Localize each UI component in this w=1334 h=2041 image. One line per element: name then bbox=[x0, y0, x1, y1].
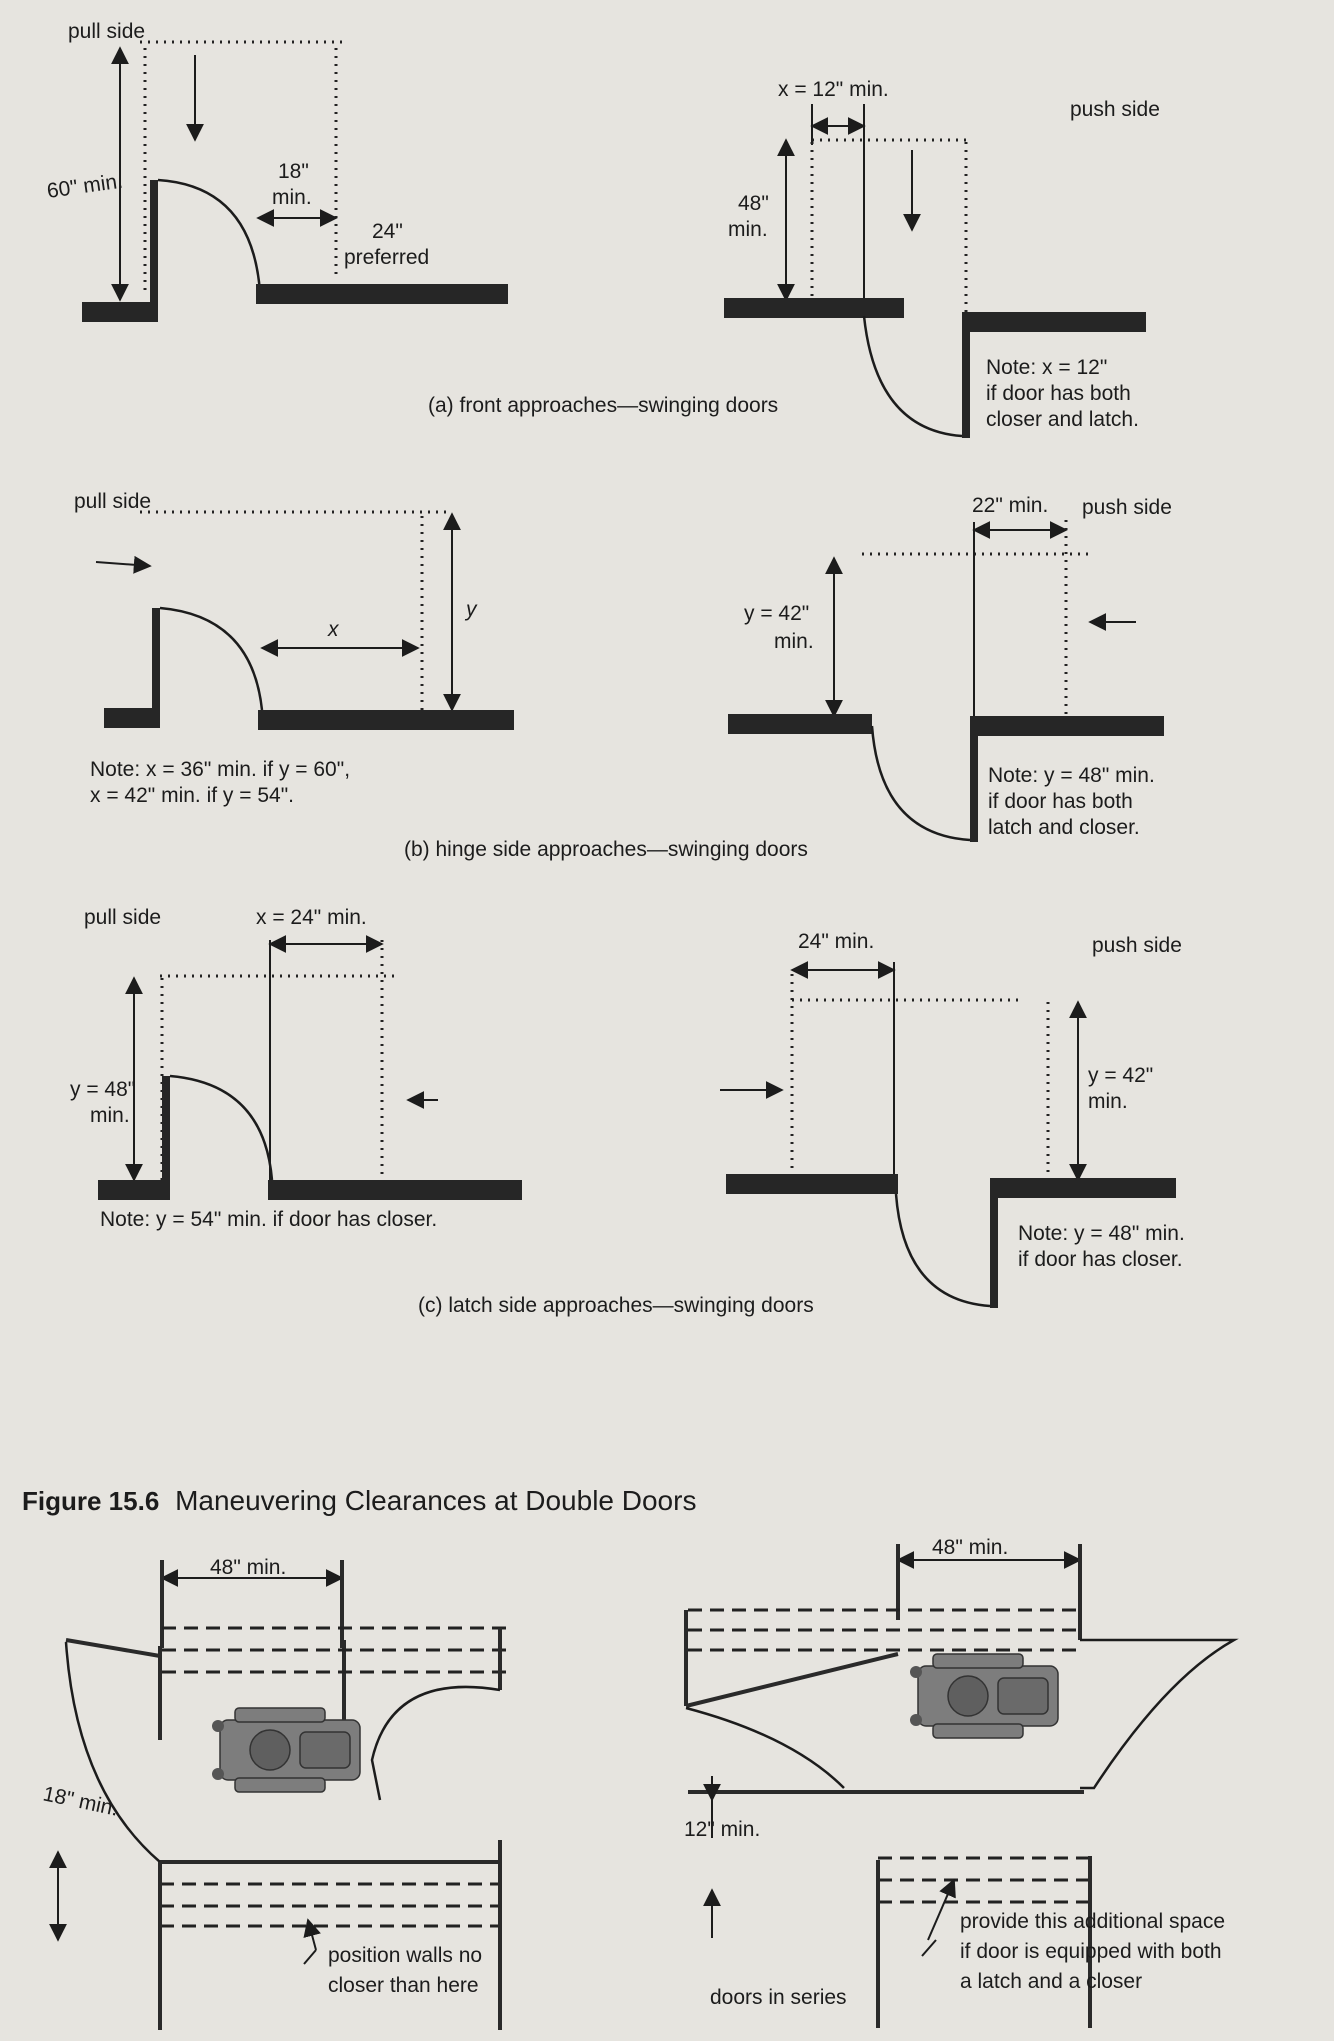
caption-latch: (c) latch side approaches—swinging doors bbox=[418, 1294, 814, 1317]
double-doors-right bbox=[684, 1536, 1234, 2028]
fortyeight-min-label: min. bbox=[728, 218, 768, 241]
caption-front: (a) front approaches—swinging doors bbox=[428, 394, 779, 417]
right-note-line-3: a latch and a closer bbox=[960, 1970, 1143, 1993]
twentyfour-label: 24" min. bbox=[798, 930, 875, 953]
right-caption: doors in series bbox=[710, 1986, 847, 2009]
left-note-line-2: closer than here bbox=[328, 1974, 479, 1997]
x12-label: x = 12" min. bbox=[778, 78, 889, 101]
door-leaf bbox=[152, 608, 160, 728]
figure-number: Figure 15.6 bbox=[22, 1486, 160, 1516]
push-side-label: push side bbox=[1070, 98, 1160, 121]
front-approach-push-side bbox=[724, 78, 1160, 438]
y42-label: y = 42" bbox=[744, 602, 810, 625]
door-leaf bbox=[162, 1076, 170, 1200]
right-12-label: 12" min. bbox=[684, 1818, 761, 1841]
door-leaf bbox=[150, 180, 158, 322]
door-swing-left bbox=[66, 1642, 160, 1862]
double-doors-left bbox=[41, 1556, 508, 2030]
preferred-label: preferred bbox=[344, 246, 430, 269]
twentyfour-label: 24" bbox=[372, 220, 403, 243]
door-swing-arc bbox=[864, 316, 962, 436]
door-swing-arc bbox=[158, 180, 260, 292]
y42-label: y = 42" bbox=[1088, 1064, 1154, 1087]
push-side-label: push side bbox=[1092, 934, 1182, 957]
pull-side-label: pull side bbox=[68, 20, 146, 43]
door-leaf bbox=[970, 716, 978, 842]
front-approach-pull-side bbox=[45, 20, 508, 322]
wall-left bbox=[104, 708, 160, 728]
fortyeight-label: 48" bbox=[738, 192, 769, 215]
y-label: y bbox=[466, 598, 477, 621]
eighteen-label: 18" bbox=[278, 160, 309, 183]
note-line-1: Note: y = 54" min. if door has closer. bbox=[100, 1208, 438, 1231]
door-swing-arc bbox=[160, 608, 262, 710]
eighteen-min-label: min. bbox=[272, 186, 312, 209]
left-48-label: 48" min. bbox=[210, 1556, 287, 1579]
y48-min-label: min. bbox=[90, 1104, 130, 1127]
x24-label: x = 24" min. bbox=[256, 906, 367, 929]
wall-left bbox=[98, 1180, 170, 1200]
hinge-approach-push-side bbox=[728, 494, 1172, 842]
door-leaf bbox=[962, 312, 970, 438]
wall-right bbox=[268, 1180, 522, 1200]
note-line-2: if door has both bbox=[988, 790, 1133, 813]
door-swing-left bbox=[686, 1708, 844, 1788]
wheelchair-icon bbox=[212, 1708, 360, 1792]
note-line-1: Note: y = 48" min. bbox=[1018, 1222, 1185, 1245]
door-swing-arc bbox=[896, 1194, 990, 1306]
y48-label: y = 48" bbox=[70, 1078, 136, 1101]
wall-right bbox=[256, 284, 508, 304]
figure-title bbox=[22, 1485, 696, 1516]
y42-min-label: min. bbox=[774, 630, 814, 653]
sixty-min-label: 60" min. bbox=[45, 169, 125, 203]
figure-heading: Maneuvering Clearances at Double Doors bbox=[175, 1485, 697, 1516]
left-18-label: 18" min. bbox=[40, 1782, 121, 1821]
right-note-line-2: if door is equipped with both bbox=[960, 1940, 1222, 1963]
x-label: x bbox=[328, 618, 339, 641]
wall-right bbox=[258, 710, 514, 730]
door-swing-arc bbox=[170, 1076, 272, 1180]
caption-hinge: (b) hinge side approaches—swinging doors bbox=[404, 838, 808, 861]
note-line-2: x = 42" min. if y = 54". bbox=[90, 784, 295, 807]
note-line-2: if door has closer. bbox=[1018, 1248, 1183, 1271]
wall-left bbox=[728, 714, 872, 734]
note-line-2: if door has both bbox=[986, 382, 1131, 405]
wall-left bbox=[82, 302, 154, 322]
pull-side-label: pull side bbox=[84, 906, 162, 929]
hinge-approach-pull-side bbox=[74, 490, 514, 807]
wheelchair-icon bbox=[910, 1654, 1058, 1738]
wall-right bbox=[974, 716, 1164, 736]
note-line-3: latch and closer. bbox=[988, 816, 1140, 839]
note-line-1: Note: x = 12" bbox=[986, 356, 1108, 379]
note-line-1: Note: y = 48" min. bbox=[988, 764, 1155, 787]
note-line-1: Note: x = 36" min. if y = 60", bbox=[90, 758, 351, 781]
push-side-label: push side bbox=[1082, 496, 1172, 519]
pull-side-label: pull side bbox=[74, 490, 152, 513]
door-leaf bbox=[990, 1178, 998, 1308]
wall-right bbox=[990, 1178, 1176, 1198]
door-swing-right bbox=[372, 1687, 500, 1800]
approach-arrow bbox=[96, 562, 150, 566]
wall-right bbox=[962, 312, 1146, 332]
note-line-3: closer and latch. bbox=[986, 408, 1139, 431]
wall-left bbox=[726, 1174, 898, 1194]
twentytwo-label: 22" min. bbox=[972, 494, 1049, 517]
right-note-line-1: provide this additional space bbox=[960, 1910, 1226, 1933]
wall-left bbox=[724, 298, 904, 318]
left-note-line-1: position walls no bbox=[328, 1944, 483, 1967]
right-note-pointer bbox=[928, 1880, 954, 1940]
latch-approach-pull-side bbox=[70, 906, 522, 1231]
right-48-label: 48" min. bbox=[932, 1536, 1009, 1559]
latch-approach-push-side bbox=[720, 930, 1185, 1308]
y42-min-label: min. bbox=[1088, 1090, 1128, 1113]
door-swing-arc bbox=[872, 726, 970, 840]
door-swing-right bbox=[1080, 1640, 1234, 1788]
